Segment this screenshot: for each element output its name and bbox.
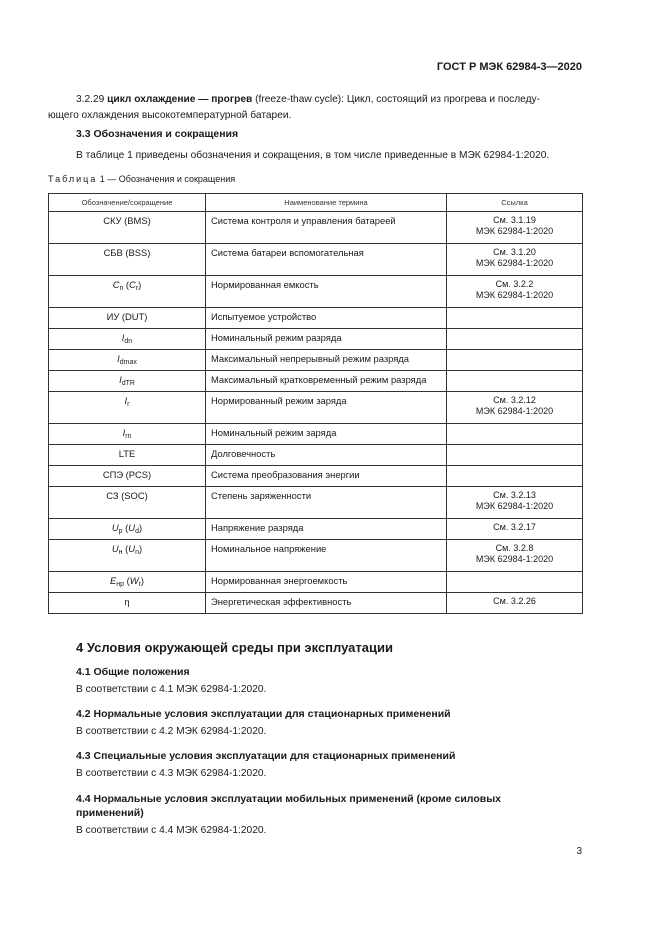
table-row bbox=[49, 466, 583, 487]
cell-symbol bbox=[49, 371, 206, 392]
cell-reference bbox=[447, 392, 583, 424]
cell-symbol bbox=[49, 593, 206, 614]
caption-text: 1 — Обозначения и сокращения bbox=[97, 174, 236, 184]
reference-clause: См. 3.2.2 bbox=[495, 279, 534, 289]
section-4-4-title bbox=[76, 792, 556, 820]
page-number: 3 bbox=[576, 846, 582, 857]
reference-clause: См. 3.1.19 bbox=[493, 215, 536, 225]
symbol-letter: I bbox=[122, 427, 126, 438]
symbol-letter: I bbox=[117, 353, 120, 364]
cell-reference bbox=[447, 593, 583, 614]
cell-term: Испытуемое устройство bbox=[206, 308, 447, 329]
symbol-text: СБВ (BSS) bbox=[103, 247, 151, 258]
symbol-text: СПЭ (PCS) bbox=[102, 469, 152, 480]
table-row bbox=[49, 392, 583, 424]
cell-term: Максимальный непрерывный режим разряда bbox=[206, 350, 447, 371]
cell-term: Нормированный режим заряда bbox=[206, 392, 447, 424]
cell-term: Энергетическая эффективность bbox=[206, 593, 447, 614]
reference-clause: См. 3.1.20 bbox=[493, 247, 536, 257]
symbol-subscript: dmax bbox=[119, 359, 137, 366]
cell-term: Нормированная емкость bbox=[206, 276, 447, 308]
cell-reference bbox=[447, 329, 583, 350]
table-row bbox=[49, 487, 583, 519]
cell-symbol bbox=[49, 487, 206, 519]
reference-standard: МЭК 62984-1:2020 bbox=[475, 226, 554, 236]
cell-term: Напряжение разряда bbox=[206, 519, 447, 540]
section-4-4-title-line2: применений) bbox=[76, 807, 144, 819]
symbol-letter: C bbox=[112, 279, 120, 290]
cell-term: Система преобразования энергии bbox=[206, 466, 447, 487]
section-4-3-text: В соответствии с 4.3 МЭК 62984-1:2020. bbox=[76, 768, 267, 779]
symbol-letter: U bbox=[111, 543, 119, 554]
document-header: ГОСТ Р МЭК 62984-3—2020 bbox=[436, 61, 582, 73]
symbol-subscript: н bbox=[118, 549, 123, 556]
caption-prefix: Таблица bbox=[48, 174, 98, 184]
table-row bbox=[49, 593, 583, 614]
cell-reference bbox=[447, 424, 583, 445]
cell-reference bbox=[447, 540, 583, 572]
cell-term: Номинальный режим разряда bbox=[206, 329, 447, 350]
symbol-text: СКУ (BMS) bbox=[103, 215, 151, 226]
symbol-letter: U bbox=[111, 522, 119, 533]
symbol-subscript: dTR bbox=[121, 380, 135, 387]
symbol-subscript: р bbox=[118, 528, 123, 535]
cell-symbol: $U_р$ $(U_d)$ bbox=[49, 519, 206, 540]
symbol-letter-alt: U bbox=[128, 543, 136, 554]
cell-symbol bbox=[49, 308, 206, 329]
cell-term: Нормированная энергоемкость bbox=[206, 572, 447, 593]
section-4-1-text: В соответствии с 4.1 МЭК 62984-1:2020. bbox=[76, 684, 267, 695]
reference-standard: МЭК 62984-1:2020 bbox=[475, 258, 554, 268]
cell-reference bbox=[447, 466, 583, 487]
clause-definition-cont: ющего охлаждения высокотемпературной батареи. bbox=[48, 109, 292, 121]
symbol-subscript-alt: n bbox=[135, 549, 139, 556]
section-4-2-text: В соответствии с 4.2 МЭК 62984-1:2020. bbox=[76, 726, 267, 737]
symbol-subscript: п bbox=[119, 285, 124, 292]
clause-term: цикл охлаждение — прогрев bbox=[107, 94, 253, 105]
table-row bbox=[49, 445, 583, 466]
symbol-text: ИУ (DUT) bbox=[106, 311, 148, 322]
symbol-text: η bbox=[124, 596, 130, 607]
cell-term: Степень заряженности bbox=[206, 487, 447, 519]
symbol-letter: I bbox=[119, 374, 122, 385]
symbol-letter-alt: U bbox=[128, 522, 136, 533]
table-row bbox=[49, 540, 583, 572]
cell-reference bbox=[447, 244, 583, 276]
table-row bbox=[49, 350, 583, 371]
table-row bbox=[49, 244, 583, 276]
cell-reference bbox=[447, 371, 583, 392]
symbol-letter: I bbox=[124, 395, 128, 406]
symbol-text: LTE bbox=[118, 448, 136, 459]
table-row bbox=[49, 519, 583, 540]
section-4-4-title-line1: 4.4 Нормальные условия эксплуатации мобильных применений (кроме силовых bbox=[76, 793, 502, 805]
reference-standard: МЭК 62984-1:2020 bbox=[475, 554, 554, 564]
reference-standard: МЭК 62984-1:2020 bbox=[475, 501, 554, 511]
table-row bbox=[49, 371, 583, 392]
cell-reference bbox=[447, 445, 583, 466]
table-row bbox=[49, 329, 583, 350]
cell-term: Долговечность bbox=[206, 445, 447, 466]
reference-standard: МЭК 62984-1:2020 bbox=[475, 406, 554, 416]
symbol-subscript-alt: d bbox=[135, 528, 139, 535]
table-row bbox=[49, 572, 583, 593]
section-4-2-title: 4.2 Нормальные условия эксплуатации для стационарных применений bbox=[76, 708, 451, 720]
cell-term: Система батареи вспомогательная bbox=[206, 244, 447, 276]
reference-clause: См. 3.2.8 bbox=[495, 543, 534, 553]
cell-reference bbox=[447, 572, 583, 593]
symbol-subscript-alt: r bbox=[135, 285, 139, 292]
cell-symbol: $E_{нр}$ $(W_r)$ bbox=[49, 572, 206, 593]
section-4-1-title: 4.1 Общие положения bbox=[76, 666, 190, 678]
cell-term: Максимальный кратковременный режим разряда bbox=[206, 371, 447, 392]
section-3-3-intro bbox=[48, 148, 583, 164]
symbol-text: СЗ (SOC) bbox=[106, 490, 148, 501]
cell-reference bbox=[447, 350, 583, 371]
clause-definition: (freeze-thaw cycle): Цикл, состоящий из прогрева и последу- bbox=[252, 94, 541, 105]
section-3-3-title: 3.3 Обозначения и сокращения bbox=[76, 128, 239, 140]
symbol-letter-alt: C bbox=[129, 279, 136, 290]
table-row bbox=[49, 276, 583, 308]
symbol-subscript-alt: r bbox=[138, 581, 141, 588]
symbol-letter-alt: W bbox=[129, 575, 139, 586]
symbol-subscript: нр bbox=[116, 581, 124, 588]
symbol-subscript: dn bbox=[124, 338, 133, 345]
reference-clause: См. 3.2.26 bbox=[493, 596, 536, 606]
table-row bbox=[49, 308, 583, 329]
abbreviations-table bbox=[48, 193, 583, 614]
cell-symbol bbox=[49, 244, 206, 276]
table-header-row bbox=[49, 194, 583, 212]
cell-symbol bbox=[49, 424, 206, 445]
reference-clause: См. 3.2.17 bbox=[493, 522, 536, 532]
symbol-subscript: rn bbox=[125, 433, 132, 440]
cell-term: Система контроля и управления батареей bbox=[206, 212, 447, 244]
table-row bbox=[49, 212, 583, 244]
col-header-ref: Ссылка bbox=[447, 194, 583, 212]
col-header-term: Наименование термина bbox=[206, 194, 447, 212]
cell-symbol bbox=[49, 392, 206, 424]
section-4-title: 4 Условия окружающей среды при эксплуатации bbox=[76, 640, 393, 655]
intro-text: В таблице 1 приведены обозначения и сокращения, в том числе приведенные в МЭК 62984-1:2020. bbox=[76, 150, 550, 161]
cell-reference bbox=[447, 487, 583, 519]
symbol-subscript: r bbox=[127, 401, 130, 408]
cell-symbol bbox=[49, 466, 206, 487]
section-4-3-title: 4.3 Специальные условия эксплуатации для стационарных применений bbox=[76, 750, 456, 762]
table-row bbox=[49, 424, 583, 445]
symbol-letter: I bbox=[121, 332, 125, 343]
reference-standard: МЭК 62984-1:2020 bbox=[475, 290, 554, 300]
cell-symbol bbox=[49, 445, 206, 466]
cell-symbol bbox=[49, 350, 206, 371]
table-caption bbox=[48, 174, 235, 184]
cell-reference bbox=[447, 212, 583, 244]
cell-symbol: $C_п$ $(C_r)$ bbox=[49, 276, 206, 308]
cell-reference bbox=[447, 519, 583, 540]
col-header-symbol: Обозначение/сокращение bbox=[49, 194, 206, 212]
cell-reference bbox=[447, 276, 583, 308]
cell-term: Номинальный режим заряда bbox=[206, 424, 447, 445]
cell-symbol: $U_н$ $(U_n)$ bbox=[49, 540, 206, 572]
section-4-4-text: В соответствии с 4.4 МЭК 62984-1:2020. bbox=[76, 825, 267, 836]
cell-symbol bbox=[49, 329, 206, 350]
clause-number: 3.2.29 bbox=[76, 94, 105, 105]
cell-term: Номинальное напряжение bbox=[206, 540, 447, 572]
cell-reference bbox=[447, 308, 583, 329]
reference-clause: См. 3.2.13 bbox=[493, 490, 536, 500]
clause-3-2-29 bbox=[48, 92, 583, 123]
symbol-letter: E bbox=[109, 575, 117, 586]
reference-clause: См. 3.2.12 bbox=[493, 395, 536, 405]
cell-symbol bbox=[49, 212, 206, 244]
